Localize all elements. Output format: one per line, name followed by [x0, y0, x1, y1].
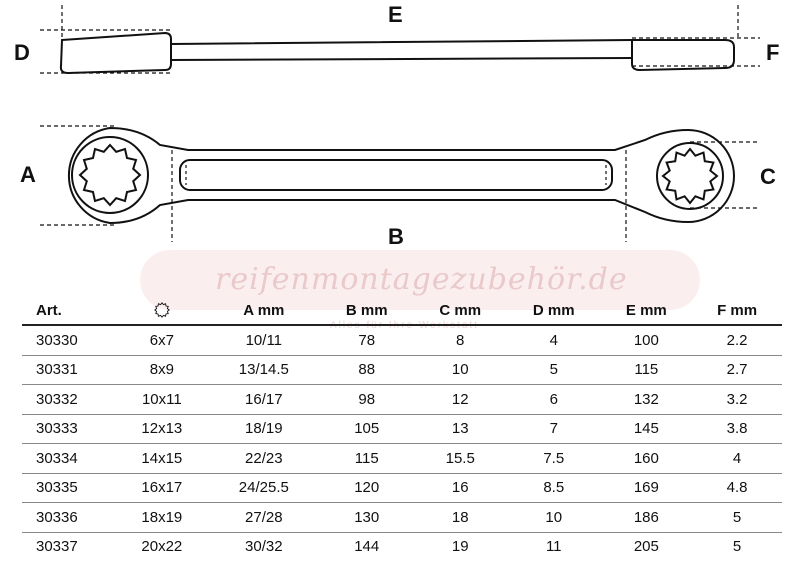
table-row	[22, 325, 782, 355]
table-cell: 30337	[22, 532, 116, 561]
table-cell: 6	[507, 385, 601, 415]
table-cell: 8x9	[116, 355, 208, 385]
table-row	[22, 444, 782, 474]
table-cell: 2.7	[692, 355, 782, 385]
table-row	[22, 532, 782, 561]
table-cell: 30334	[22, 444, 116, 474]
table-cell: 20x22	[116, 532, 208, 561]
table-cell: 24/25.5	[208, 473, 320, 503]
table-cell: 13	[413, 414, 507, 444]
column-header: A mm	[243, 301, 285, 319]
column-header: Art.	[36, 301, 62, 319]
specification-table	[22, 296, 782, 561]
table-cell: 12x13	[116, 414, 208, 444]
dimension-label-a: A	[20, 162, 36, 187]
table-cell: 5	[507, 355, 601, 385]
header-socket-size-icon	[116, 296, 208, 325]
table-cell: 10x11	[116, 385, 208, 415]
table-cell: 78	[320, 325, 414, 355]
table-cell: 4	[692, 444, 782, 474]
column-header: E mm	[625, 301, 667, 319]
table-cell: 27/28	[208, 503, 320, 533]
table-cell: 186	[601, 503, 693, 533]
table-cell: 30335	[22, 473, 116, 503]
table-cell: 115	[320, 444, 414, 474]
table-cell: 120	[320, 473, 414, 503]
table-cell: 16x17	[116, 473, 208, 503]
dimension-label-c: C	[760, 164, 776, 189]
table-cell: 18/19	[208, 414, 320, 444]
table-cell: 130	[320, 503, 414, 533]
table-cell: 10	[413, 355, 507, 385]
table-row	[22, 355, 782, 385]
watermark-subtitle: Alles für Ihre Werkstatt	[330, 320, 479, 331]
dimension-label-f: F	[766, 40, 780, 65]
table-body	[22, 325, 782, 561]
table-cell: 8	[413, 325, 507, 355]
column-header: B mm	[345, 301, 388, 319]
right-ring-12-point-opening	[663, 149, 717, 203]
table-cell: 30/32	[208, 532, 320, 561]
table-cell: 30336	[22, 503, 116, 533]
table-cell: 18	[413, 503, 507, 533]
table-cell: 205	[601, 532, 693, 561]
table-cell: 14x15	[116, 444, 208, 474]
column-header: D mm	[532, 301, 575, 319]
watermark-brand: reifenmontagezubehör.de	[215, 262, 628, 297]
table-cell: 5	[692, 503, 782, 533]
table-row	[22, 414, 782, 444]
table-cell: 16/17	[208, 385, 320, 415]
table-cell: 10/11	[208, 325, 320, 355]
dimension-label-d: D	[14, 40, 30, 65]
table-header-row	[22, 296, 782, 325]
table-cell: 7	[507, 414, 601, 444]
table-cell: 160	[601, 444, 693, 474]
table-cell: 16	[413, 473, 507, 503]
table-cell: 13/14.5	[208, 355, 320, 385]
table-cell: 144	[320, 532, 414, 561]
table-cell: 4	[507, 325, 601, 355]
dodecagon-socket-icon	[153, 301, 171, 319]
table-cell: 105	[320, 414, 414, 444]
table-cell: 15.5	[413, 444, 507, 474]
dimension-label-e: E	[388, 2, 403, 27]
table-cell: 11	[507, 532, 601, 561]
table-cell: 7.5	[507, 444, 601, 474]
table-cell: 30333	[22, 414, 116, 444]
table-cell: 3.2	[692, 385, 782, 415]
table-cell: 145	[601, 414, 693, 444]
table-cell: 169	[601, 473, 693, 503]
table-cell: 30330	[22, 325, 116, 355]
table-cell: 8.5	[507, 473, 601, 503]
table-cell: 6x7	[116, 325, 208, 355]
table-cell: 5	[692, 532, 782, 561]
column-header: C mm	[439, 301, 482, 319]
dimension-label-b: B	[388, 224, 404, 249]
table-cell: 132	[601, 385, 693, 415]
table-cell: 115	[601, 355, 693, 385]
left-ring-12-point-opening	[80, 145, 140, 205]
table-row	[22, 385, 782, 415]
table-cell: 22/23	[208, 444, 320, 474]
table-row	[22, 473, 782, 503]
table-cell: 10	[507, 503, 601, 533]
table-cell: 2.2	[692, 325, 782, 355]
table-cell: 18x19	[116, 503, 208, 533]
table-cell: 12	[413, 385, 507, 415]
table-cell: 19	[413, 532, 507, 561]
table-cell: 4.8	[692, 473, 782, 503]
table-cell: 100	[601, 325, 693, 355]
table-cell: 88	[320, 355, 414, 385]
table-cell: 30331	[22, 355, 116, 385]
table-cell: 98	[320, 385, 414, 415]
table-row	[22, 503, 782, 533]
table-cell: 30332	[22, 385, 116, 415]
table-cell: 3.8	[692, 414, 782, 444]
column-header: F mm	[717, 301, 758, 319]
